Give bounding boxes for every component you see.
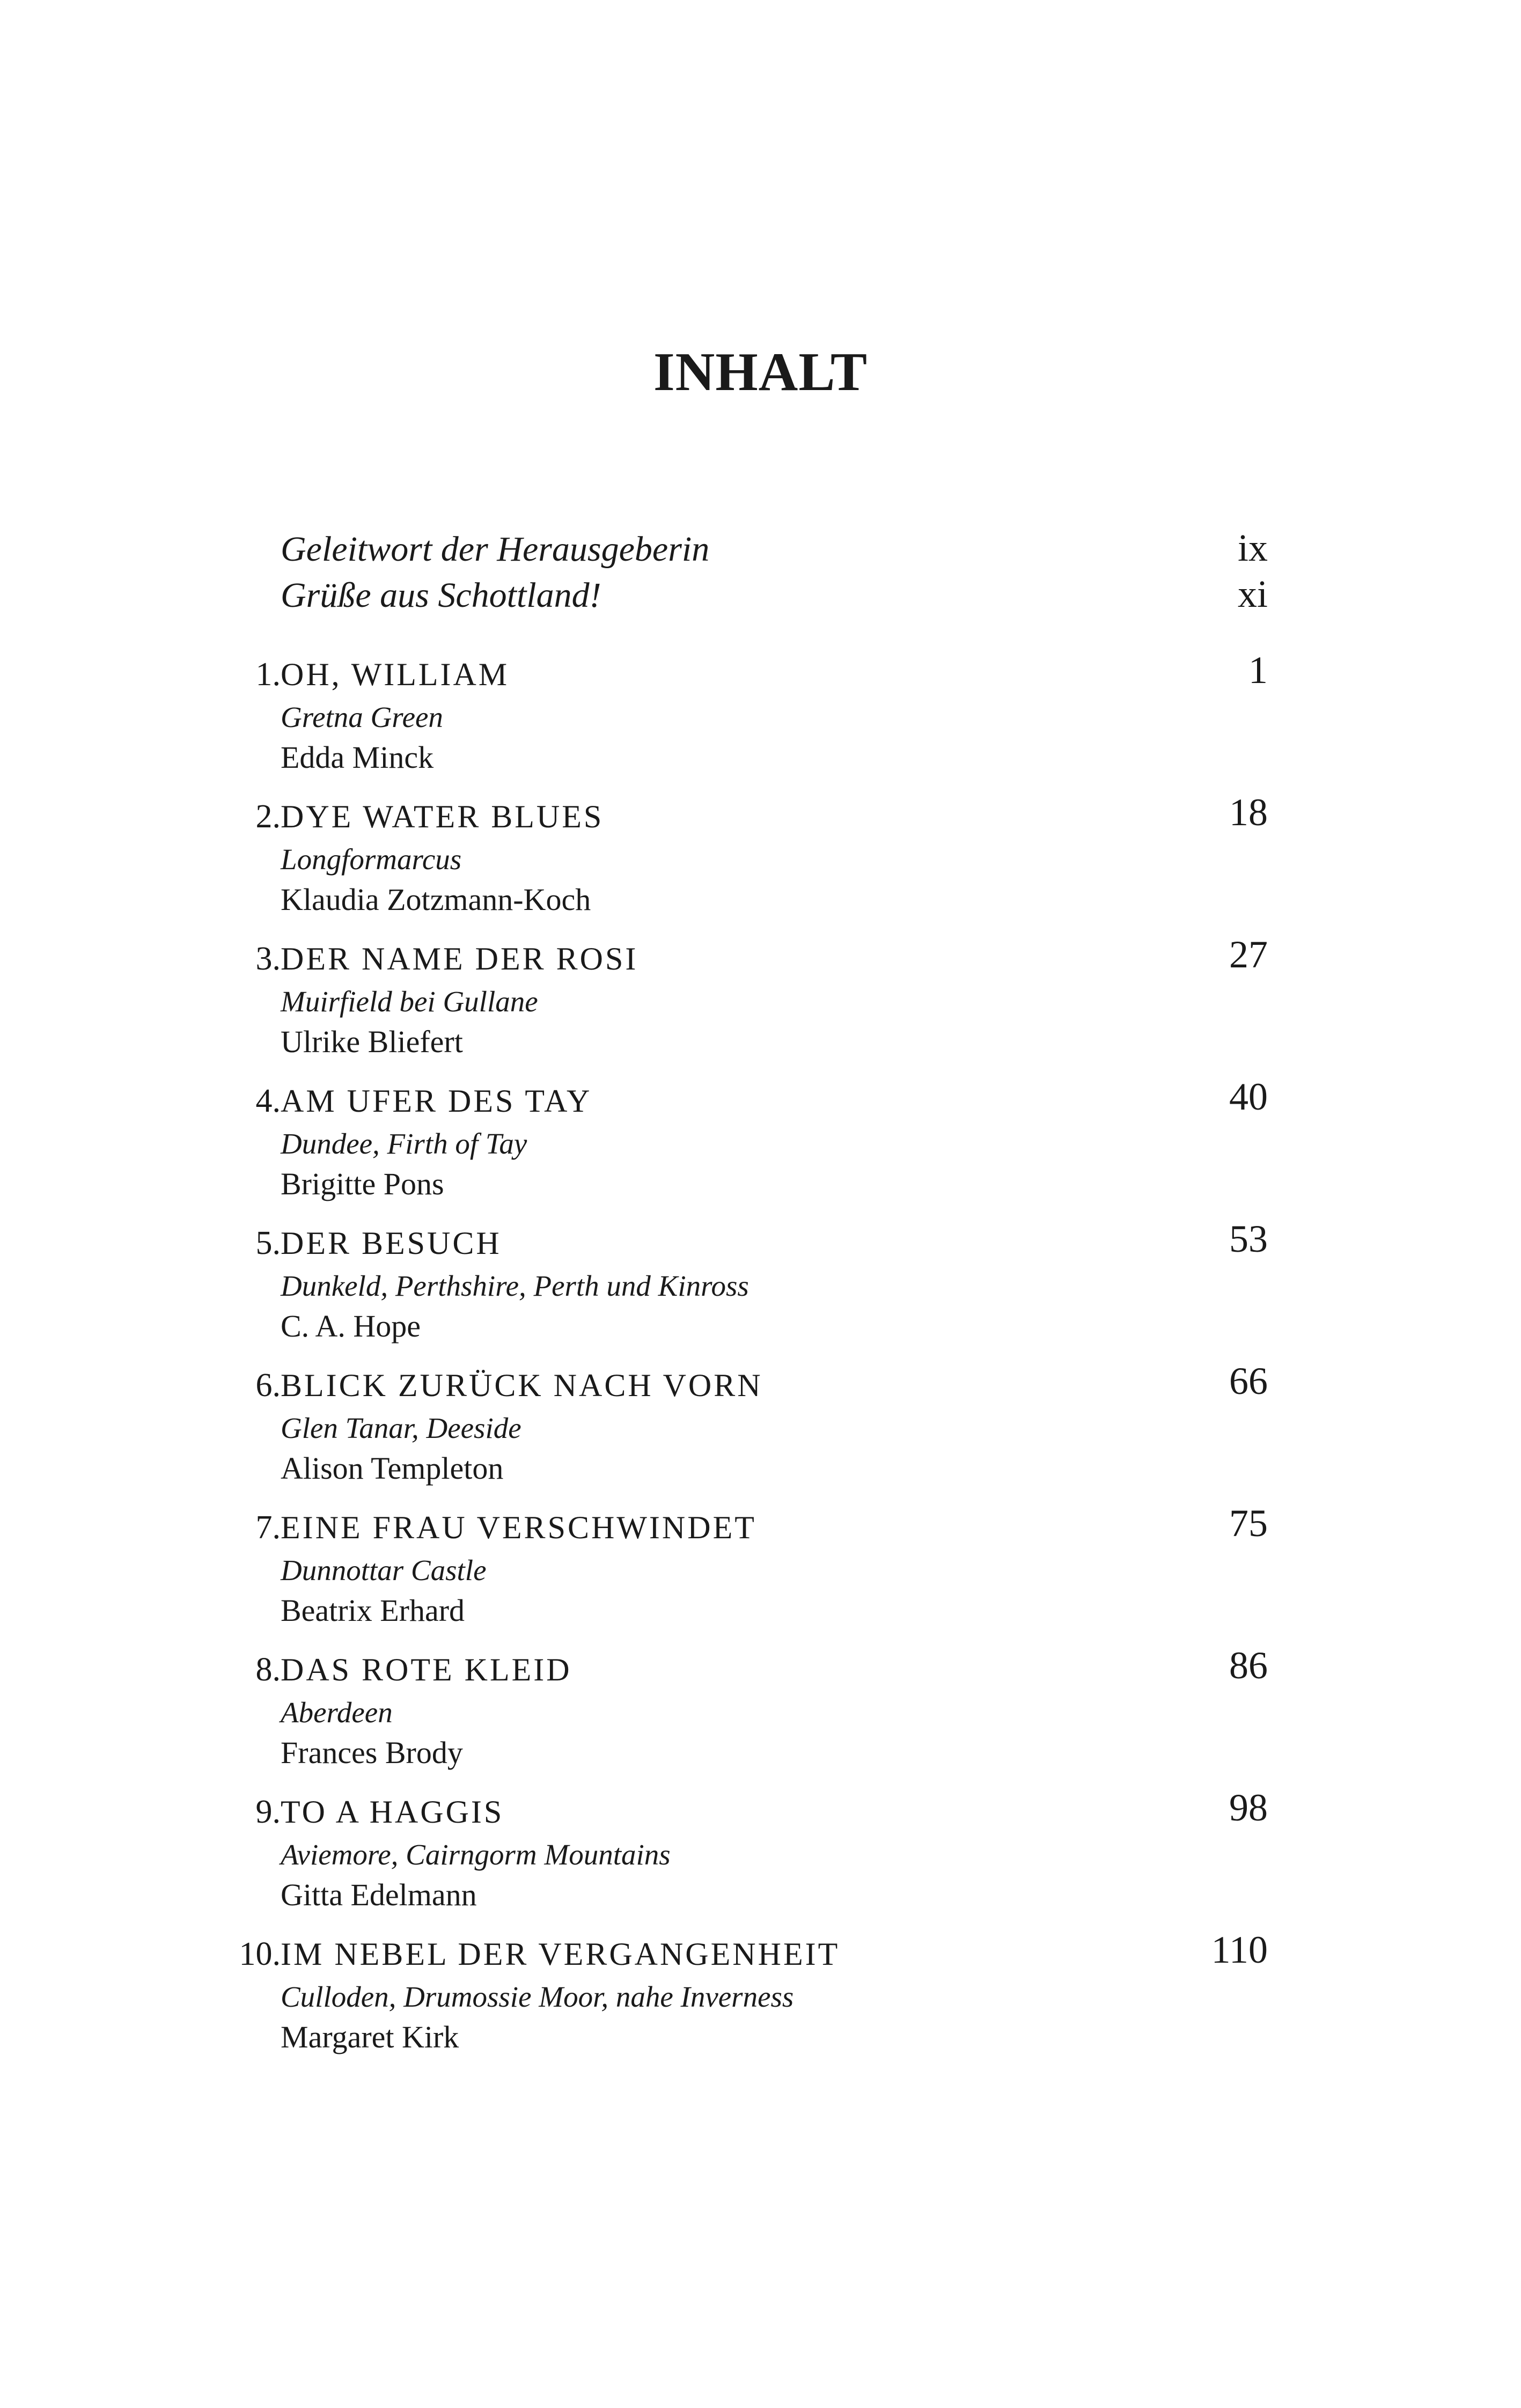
toc-entry: [193, 1077, 1268, 1219]
entry-page: 18: [1229, 791, 1268, 834]
entry-location: Dunkeld, Perthshire, Perth und Kinross: [281, 1269, 749, 1302]
entry-page: 75: [1229, 1502, 1268, 1545]
entry-location: Longformarcus: [281, 843, 462, 876]
entry-title: DYE WATER BLUES: [281, 799, 604, 834]
entry-author: Margaret Kirk: [281, 2020, 459, 2054]
toc-entry: [193, 1930, 1268, 2072]
toc-entry: [193, 792, 1268, 935]
entry-number: 2.: [255, 798, 281, 835]
entry-title: OH, WILLIAM: [281, 657, 510, 692]
entry-location: Dundee, Firth of Tay: [281, 1127, 527, 1160]
toc-entry: [193, 1646, 1268, 1788]
entry-page: 27: [1229, 933, 1268, 976]
entry-title: DAS ROTE KLEID: [281, 1652, 572, 1687]
entry-title: DER NAME DER ROSI: [281, 941, 638, 977]
entry-title: IM NEBEL DER VERGANGENHEIT: [281, 1936, 840, 1972]
entry-number: 1.: [255, 656, 281, 693]
entry-title: TO A HAGGIS: [281, 1794, 504, 1830]
entry-number: 4.: [255, 1083, 281, 1119]
entry-number: 6.: [255, 1367, 281, 1404]
front-matter-label: Grüße aus Schottland!: [281, 576, 601, 615]
toc-entry: [193, 1219, 1268, 1361]
entry-author: Frances Brody: [281, 1735, 463, 1770]
front-matter-item: [281, 526, 1268, 572]
entry-location: Glen Tanar, Deeside: [281, 1412, 521, 1444]
toc-entry: [193, 1788, 1268, 1930]
entry-author: Alison Templeton: [281, 1451, 504, 1486]
entry-location: Aberdeen: [281, 1696, 393, 1729]
entry-location: Culloden, Drumossie Moor, nahe Inverness: [281, 1980, 794, 2013]
entry-author: Ulrike Bliefert: [281, 1024, 463, 1059]
entry-title: EINE FRAU VERSCHWINDET: [281, 1510, 756, 1545]
entry-location: Dunnottar Castle: [281, 1554, 487, 1587]
front-matter-page: ix: [1237, 526, 1268, 569]
entry-location: Muirfield bei Gullane: [281, 985, 538, 1018]
toc-entry: [193, 1361, 1268, 1503]
entry-location: Aviemore, Cairngorm Mountains: [281, 1838, 671, 1871]
entry-page: 53: [1229, 1217, 1268, 1260]
entry-title: BLICK ZURÜCK NACH VORN: [281, 1368, 763, 1403]
entry-location: Gretna Green: [281, 701, 443, 733]
entry-title: DER BESUCH: [281, 1225, 502, 1261]
entry-page: 86: [1229, 1644, 1268, 1687]
entry-author: Brigitte Pons: [281, 1166, 444, 1201]
table-of-contents: [193, 650, 1268, 2072]
entry-number: 3.: [255, 941, 281, 977]
entry-page: 110: [1211, 1928, 1268, 1971]
front-matter-page: xi: [1237, 572, 1268, 615]
entry-page: 98: [1229, 1786, 1268, 1829]
entry-author: Edda Minck: [281, 740, 434, 775]
entry-page: 1: [1248, 649, 1268, 692]
page-title: INHALT: [653, 342, 868, 403]
entry-page: 40: [1229, 1075, 1268, 1118]
toc-entry: [193, 1503, 1268, 1646]
entry-number: 10.: [239, 1936, 281, 1972]
entry-page: 66: [1229, 1360, 1268, 1403]
front-matter-item: [281, 572, 1268, 618]
entry-number: 7.: [255, 1509, 281, 1546]
toc-entry: [193, 650, 1268, 792]
entry-author: Klaudia Zotzmann-Koch: [281, 882, 591, 917]
entry-author: Gitta Edelmann: [281, 1877, 477, 1912]
entry-author: Beatrix Erhard: [281, 1593, 465, 1628]
entry-number: 9.: [255, 1794, 281, 1830]
entry-number: 8.: [255, 1651, 281, 1688]
front-matter-label: Geleitwort der Herausgeberin: [281, 530, 710, 569]
toc-entry: [193, 935, 1268, 1077]
front-matter-list: [281, 526, 1268, 618]
entry-title: AM UFER DES TAY: [281, 1083, 592, 1119]
entry-author: C. A. Hope: [281, 1309, 421, 1344]
entry-number: 5.: [255, 1225, 281, 1261]
